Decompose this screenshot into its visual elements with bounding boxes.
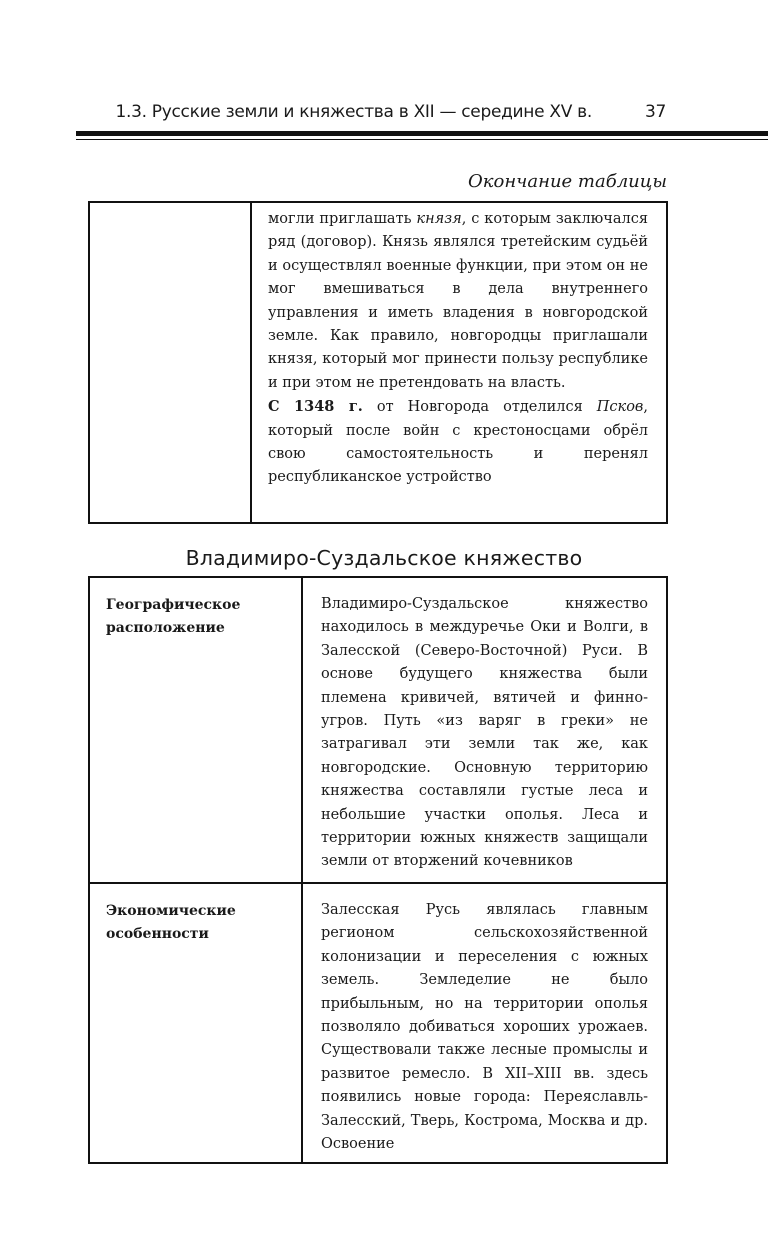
row-label-economy: Экономические особенности bbox=[89, 883, 302, 1163]
row-label-geography: Географическое расположение bbox=[89, 577, 302, 883]
text-run: , с которым заключался ряд (договор). Князь являлся третейским судьёй и осуществлял военные функции, при этом он не мог вмешиваться в дела внутреннего управления и иметь владения в новгородской земле. Как правило, новгородцы приглашали князя, который мог принести пользу республике и при этом не претендовать на власть. bbox=[268, 211, 648, 391]
page-number: 37 bbox=[644, 102, 666, 122]
principality-table bbox=[88, 576, 668, 1164]
row-text-economy bbox=[302, 883, 667, 1163]
continued-paragraph-2 bbox=[268, 395, 648, 490]
continued-paragraph-1 bbox=[268, 208, 648, 395]
row-text-geography bbox=[302, 577, 667, 883]
text-run: от Новгорода отделился bbox=[362, 399, 597, 416]
section-heading: Владимиро-Суздальское княжество bbox=[185, 546, 583, 570]
running-head bbox=[90, 100, 666, 128]
italic-term: Псков bbox=[596, 399, 644, 416]
text-run: могли приглашать bbox=[268, 211, 417, 227]
continued-table-row bbox=[89, 202, 667, 523]
table-row bbox=[89, 577, 667, 883]
running-head-section-title: 1.3. Русские земли и княжества в XII — середине XV в. bbox=[115, 102, 592, 122]
row-paragraph: Залесская Русь являлась главным регионом сельскохозяйственной колонизации и переселения с южных земель. Земледелие не было прибыльным, но на территории ополья позволяло добиваться хороших урожаев. Существовали также лесные промыслы и развитое ремесло. В XII–XIII вв. здесь появились новые города: Переяславль-Залесский, Тверь, Кострома, Москва и др. Освоение bbox=[321, 902, 648, 1153]
text-run: , который после войн с крестоносцами обрёл свою самостоятельность и перенял республиканское устройство bbox=[268, 399, 648, 486]
row-paragraph: Владимиро-Суздальское княжество находилось в междуречье Оки и Волги, в Залесской (Северо-Восточной) Руси. В основе будущего княжества были племена кривичей, вятичей и финно-угров. Путь «из варяг в греки» не затрагивал эти земли так же, как новгородские. Основную территорию княжества составляли густые леса и небольшие участки ополья. Леса и территории южных княжеств защищали земли от вторжений кочевников bbox=[321, 596, 648, 870]
continued-table bbox=[88, 201, 668, 524]
italic-term: князя bbox=[416, 211, 462, 227]
table-caption: Окончание таблицы bbox=[467, 171, 667, 192]
header-rule-thin bbox=[76, 139, 768, 140]
continued-table-empty-cell bbox=[89, 202, 251, 523]
header-rule-thick bbox=[76, 131, 768, 136]
continued-table-text-cell bbox=[251, 202, 667, 523]
bold-date: С 1348 г. bbox=[268, 398, 363, 416]
table-row bbox=[89, 883, 667, 1163]
